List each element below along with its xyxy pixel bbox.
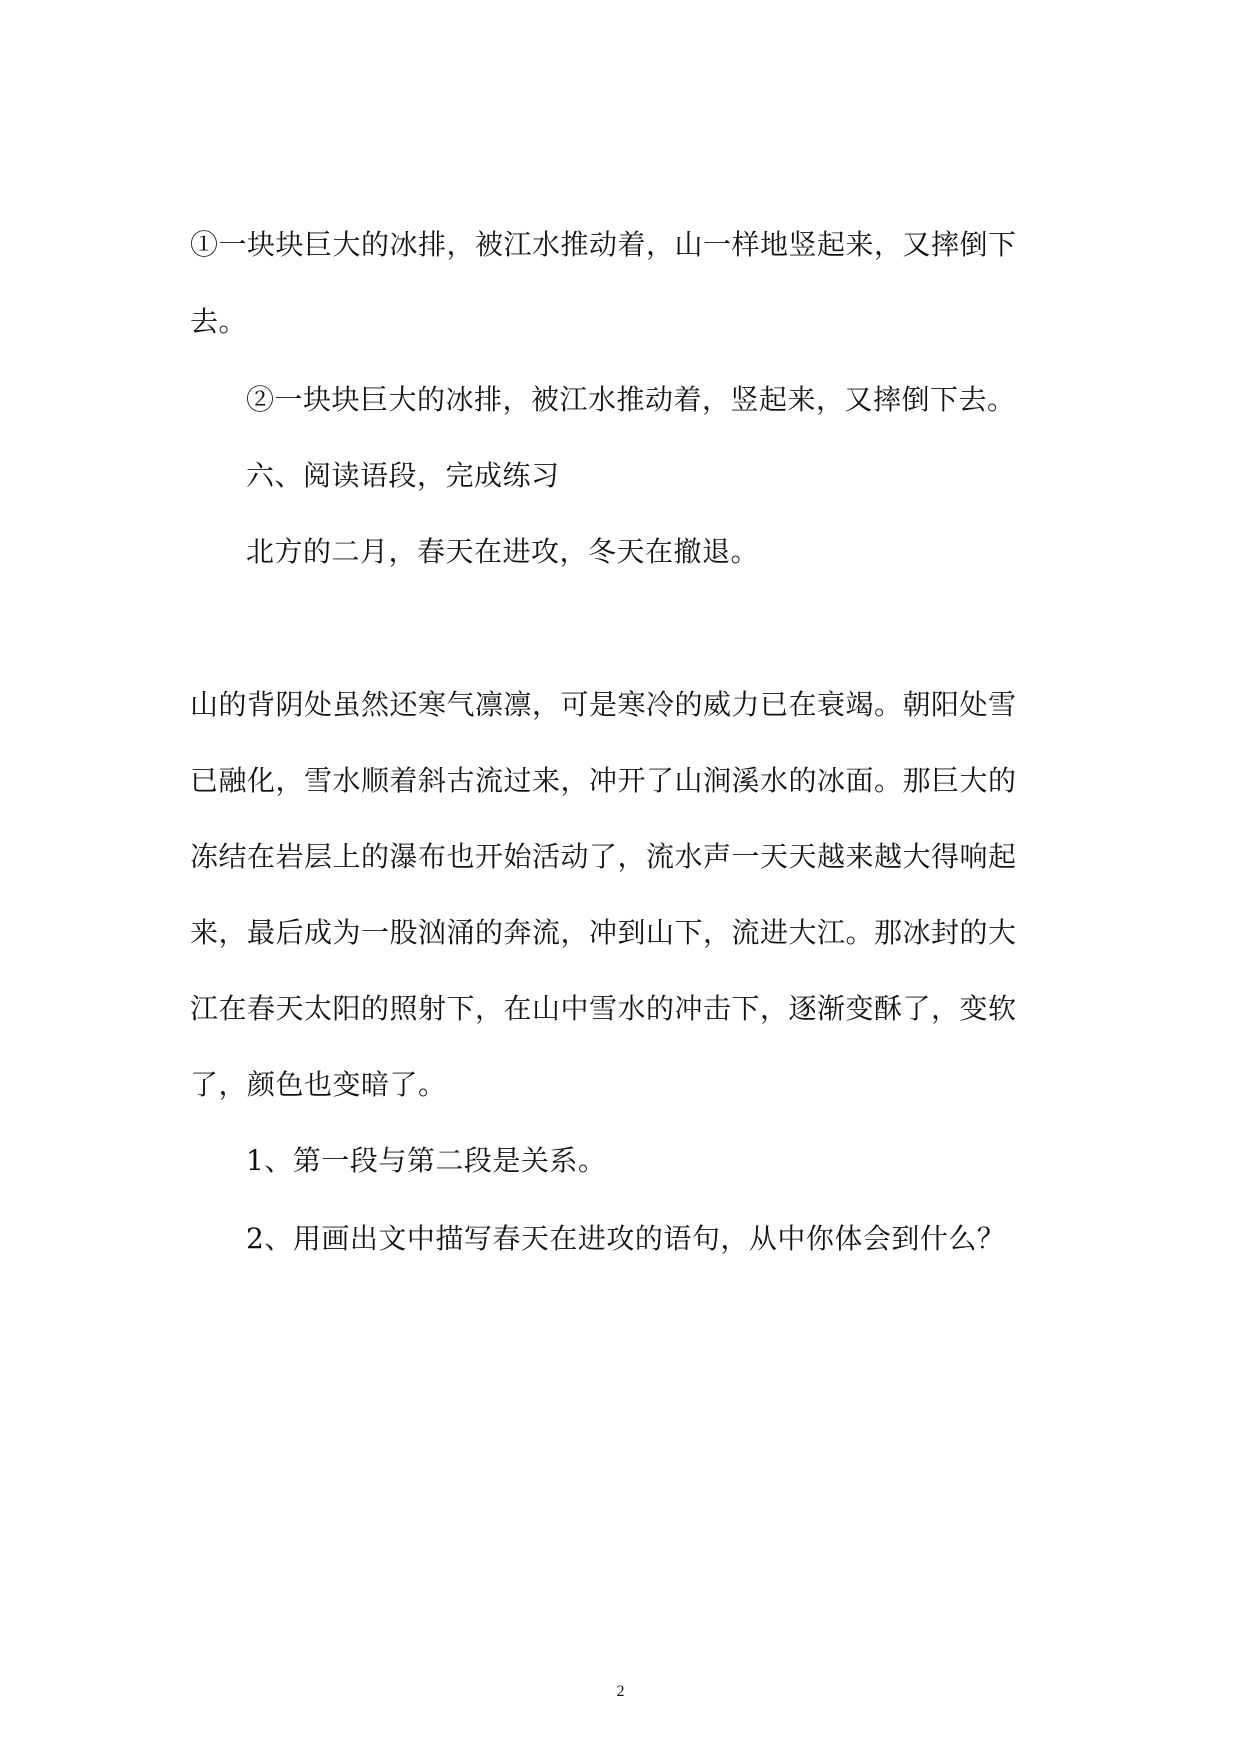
paragraph-2-line: 江在春天太阳的照射下，在山中雪水的冲击下，逐渐变酥了，变软 <box>190 992 1017 1025</box>
question-1: 1、第一段与第二段是关系。 <box>246 1144 607 1177</box>
paragraph-2-line: 了，颜色也变暗了。 <box>190 1068 447 1101</box>
paragraph-2-line: 冻结在岩层上的瀑布也开始活动了，流水声一天天越来越大得响起 <box>190 840 1017 873</box>
option-2: ②一块块巨大的冰排，被江水推动着，竖起来，又摔倒下去。 <box>246 383 1016 416</box>
paragraph-1: 北方的二月，春天在进攻，冬天在撤退。 <box>246 535 760 568</box>
option-1-line-2: 去。 <box>190 305 248 338</box>
option-1-line-1: ①一块块巨大的冰排，被江水推动着，山一样地竖起来，又摔倒下 <box>190 228 1017 261</box>
page-number: 2 <box>616 1683 625 1700</box>
paragraph-2-line: 山的背阴处虽然还寒气凛凛，可是寒冷的威力已在衰竭。朝阳处雪 <box>190 688 1017 721</box>
question-2: 2、用画出文中描写春天在进攻的语句，从中你体会到什么？ <box>246 1222 1006 1255</box>
paragraph-2-line: 已融化，雪水顺着斜古流过来，冲开了山涧溪水的冰面。那巨大的 <box>190 764 1017 797</box>
section-heading: 六、阅读语段，完成练习 <box>246 459 560 492</box>
paragraph-2-line: 来，最后成为一股汹涌的奔流，冲到山下，流进大江。那冰封的大 <box>190 916 1017 949</box>
